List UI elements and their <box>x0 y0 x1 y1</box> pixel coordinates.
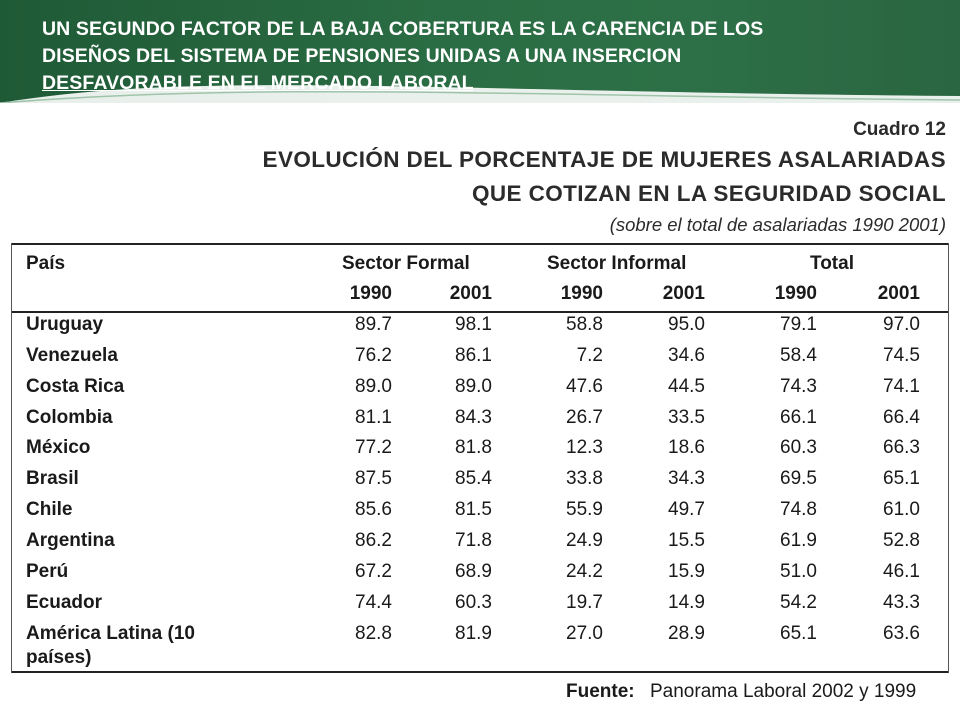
row-value: 26.7 <box>566 407 603 428</box>
slide-title-line-3: DESFAVORABLE EN EL MERCADO LABORAL <box>42 72 474 94</box>
row-value: 19.7 <box>566 592 603 613</box>
row-value: 74.1 <box>883 376 920 397</box>
row-value: 7.2 <box>576 345 603 366</box>
column-header-country: País <box>26 253 66 274</box>
table-top-rule <box>11 243 949 245</box>
row-value: 81.9 <box>455 623 492 644</box>
row-value: 15.9 <box>668 561 705 582</box>
row-value: 87.5 <box>355 468 392 489</box>
row-value: 74.5 <box>883 345 920 366</box>
year-header: 2001 <box>662 283 705 304</box>
year-header: 1990 <box>349 283 392 304</box>
row-value: 55.9 <box>566 499 603 520</box>
row-value: 89.7 <box>355 314 392 335</box>
row-country: México <box>26 437 91 458</box>
row-country-continued: países) <box>26 647 92 668</box>
row-value: 79.1 <box>780 314 817 335</box>
row-value: 66.1 <box>780 407 817 428</box>
row-country: Uruguay <box>26 314 104 335</box>
row-country: América Latina (10 <box>26 623 195 644</box>
row-value: 33.5 <box>668 407 705 428</box>
source-value: Panorama Laboral 2002 y 1999 <box>650 681 917 702</box>
row-value: 68.9 <box>455 561 492 582</box>
row-value: 43.3 <box>883 592 920 613</box>
row-value: 82.8 <box>355 623 392 644</box>
row-value: 58.8 <box>566 314 603 335</box>
row-value: 44.5 <box>668 376 705 397</box>
row-value: 58.4 <box>780 345 817 366</box>
row-value: 24.9 <box>566 530 603 551</box>
row-value: 76.2 <box>355 345 392 366</box>
table-title-line-2: QUE COTIZAN EN LA SEGURIDAD SOCIAL <box>471 181 946 206</box>
row-value: 81.8 <box>455 437 492 458</box>
row-value: 34.6 <box>668 345 705 366</box>
row-value: 89.0 <box>455 376 492 397</box>
row-value: 86.2 <box>355 530 392 551</box>
slide-title-line-2: DISEÑOS DEL SISTEMA DE PENSIONES UNIDAS A UNA INSERCION <box>42 45 682 67</box>
row-value: 97.0 <box>883 314 920 335</box>
row-country: Ecuador <box>26 592 103 613</box>
column-group-formal: Sector Formal <box>342 253 470 274</box>
row-value: 86.1 <box>455 345 492 366</box>
row-value: 74.8 <box>780 499 817 520</box>
row-value: 60.3 <box>780 437 817 458</box>
column-group-informal: Sector Informal <box>547 253 687 274</box>
row-value: 52.8 <box>883 530 920 551</box>
row-country: Chile <box>26 499 73 520</box>
row-value: 61.9 <box>780 530 817 551</box>
row-value: 98.1 <box>455 314 492 335</box>
row-value: 85.4 <box>455 468 492 489</box>
year-header: 1990 <box>560 283 603 304</box>
row-value: 89.0 <box>355 376 392 397</box>
year-header: 2001 <box>877 283 920 304</box>
table-header-rule <box>11 311 949 313</box>
row-value: 61.0 <box>883 499 920 520</box>
row-value: 85.6 <box>355 499 392 520</box>
row-value: 63.6 <box>883 623 920 644</box>
table-bottom-rule <box>11 671 949 673</box>
column-group-total: Total <box>810 253 854 274</box>
table-subtitle: (sobre el total de asalariadas 1990 2001) <box>609 214 946 235</box>
year-header: 1990 <box>774 283 817 304</box>
table-left-border <box>11 243 12 673</box>
row-value: 14.9 <box>668 592 705 613</box>
row-value: 74.4 <box>355 592 392 613</box>
row-value: 60.3 <box>455 592 492 613</box>
slide-title-line-1: UN SEGUNDO FACTOR DE LA BAJA COBERTURA ES LA CARENCIA DE LOS <box>42 18 764 40</box>
row-value: 33.8 <box>566 468 603 489</box>
row-value: 18.6 <box>668 437 705 458</box>
source-label: Fuente: <box>566 681 635 702</box>
row-value: 67.2 <box>355 561 392 582</box>
row-value: 51.0 <box>780 561 817 582</box>
row-value: 28.9 <box>668 623 705 644</box>
row-value: 65.1 <box>780 623 817 644</box>
row-value: 84.3 <box>455 407 492 428</box>
row-country: Perú <box>26 561 69 582</box>
row-value: 15.5 <box>668 530 705 551</box>
row-value: 71.8 <box>455 530 492 551</box>
row-value: 46.1 <box>883 561 920 582</box>
row-value: 69.5 <box>780 468 817 489</box>
table-number: Cuadro 12 <box>853 119 946 140</box>
row-value: 81.1 <box>355 407 392 428</box>
row-value: 66.4 <box>883 407 920 428</box>
row-country: Venezuela <box>26 345 118 366</box>
row-value: 81.5 <box>455 499 492 520</box>
row-value: 34.3 <box>668 468 705 489</box>
row-value: 65.1 <box>883 468 920 489</box>
row-value: 77.2 <box>355 437 392 458</box>
row-value: 54.2 <box>780 592 817 613</box>
row-value: 47.6 <box>566 376 603 397</box>
row-value: 49.7 <box>668 499 705 520</box>
row-value: 24.2 <box>566 561 603 582</box>
row-value: 74.3 <box>780 376 817 397</box>
row-country: Colombia <box>26 407 113 428</box>
table-right-border <box>948 243 949 673</box>
table-title-line-1: EVOLUCIÓN DEL PORCENTAJE DE MUJERES ASALARIADAS <box>262 147 946 172</box>
row-country: Brasil <box>26 468 79 489</box>
row-value: 66.3 <box>883 437 920 458</box>
row-value: 27.0 <box>566 623 603 644</box>
row-value: 95.0 <box>668 314 705 335</box>
year-header: 2001 <box>449 283 492 304</box>
row-value: 12.3 <box>566 437 603 458</box>
row-country: Costa Rica <box>26 376 125 397</box>
row-country: Argentina <box>26 530 115 551</box>
